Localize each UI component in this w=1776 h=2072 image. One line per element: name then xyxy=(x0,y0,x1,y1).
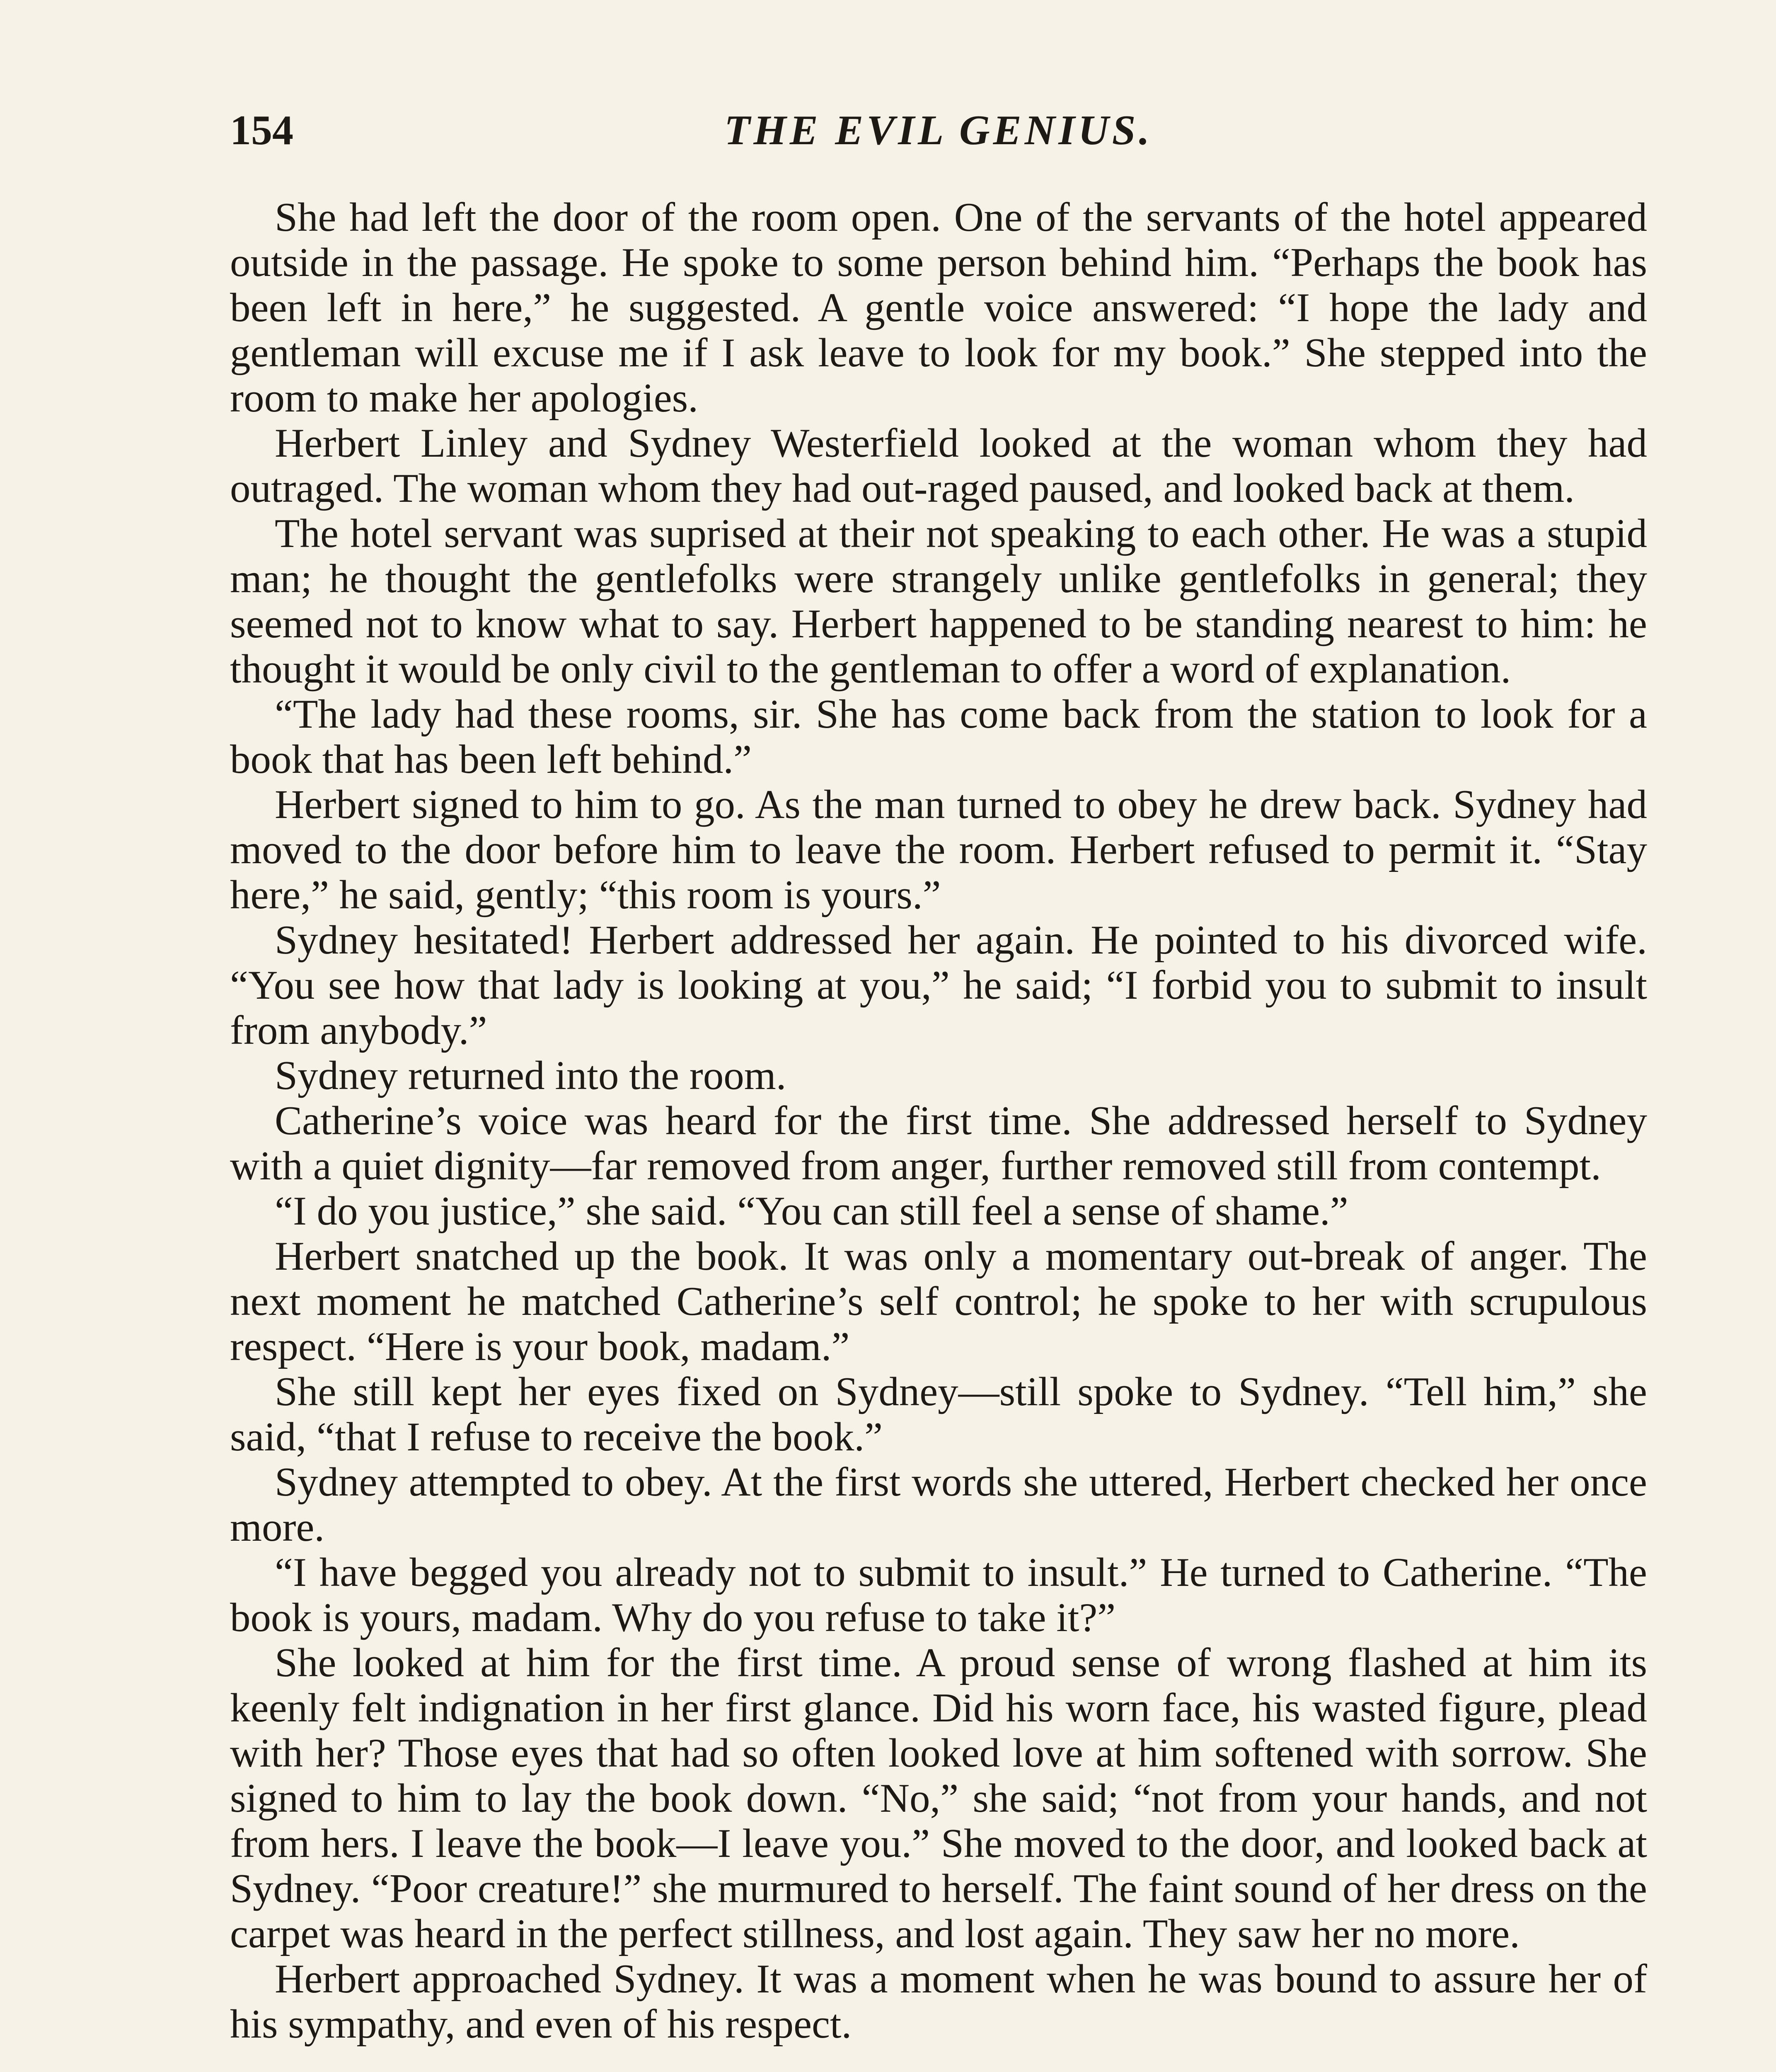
page-header xyxy=(230,102,1647,160)
paragraph: Sydney attempted to obey. At the first words she uttered, Herbert checked her once more. xyxy=(230,1460,1647,1550)
paragraph: “The lady had these rooms, sir. She has come back from the station to look for a book that has been left behind.” xyxy=(230,692,1647,782)
paragraph: Herbert snatched up the book. It was only a momentary out-break of anger. The next moment he matched Catherine’s self control; he spoke to her with scrupulous respect. “Here is your book, madam.” xyxy=(230,1234,1647,1369)
paragraph: Herbert Linley and Sydney Westerfield looked at the woman whom they had outraged. The woman whom they had out-raged paused, and looked back at them. xyxy=(230,421,1647,511)
paragraph: Herbert signed to him to go. As the man turned to obey he drew back. Sydney had moved to the door before him to leave the room. Herbert refused to permit it. “Stay here,” he said, gently; “this room is yours.” xyxy=(230,782,1647,917)
running-title: THE EVIL GENIUS. xyxy=(724,107,1153,154)
paragraph: Sydney returned into the room. xyxy=(275,1053,786,1098)
paragraph: Sydney hesitated! Herbert addressed her again. He pointed to his divorced wife. “You see how that lady is looking at you,” he said; “I forbid you to submit to insult from anybody.” xyxy=(230,917,1647,1053)
paragraph: She still kept her eyes fixed on Sydney—still spoke to Sydney. “Tell him,” she said, “that I refuse to receive the book.” xyxy=(230,1369,1647,1460)
paragraph: “I have begged you already not to submit to insult.” He turned to Catherine. “The book is yours, madam. Why do you refuse to take it?” xyxy=(230,1550,1647,1640)
paragraph: Herbert approached Sydney. It was a moment when he was bound to assure her of his sympathy, and even of his respect. xyxy=(230,1956,1647,2047)
paragraph: She had left the door of the room open. One of the servants of the hotel appeared outside in the passage. He spoke to some person behind him. “Perhaps the book has been left in here,” he suggested. A gentle voice answered: “I hope the lady and gentleman will excuse me if I ask leave to look for my book.” She stepped into the room to make her apologies. xyxy=(230,195,1647,421)
page-number: 154 xyxy=(230,107,293,154)
paragraph: “I do you justice,” she said. “You can still feel a sense of shame.” xyxy=(275,1188,1348,1234)
page-body xyxy=(230,195,1647,2047)
paragraph: She looked at him for the first time. A proud sense of wrong flashed at him its keenly felt indignation in her first glance. Did his worn face, his wasted figure, plead with her? Those eyes that had so often looked love at him softened with sorrow. She signed to him to lay the book down. “No,” she said; “not from your hands, and not from hers. I leave the book—I leave you.” She moved to the door, and looked back at Sydney. “Poor creature!” she murmured to herself. The faint sound of her dress on the carpet was heard in the perfect stillness, and lost again. They saw her no more. xyxy=(230,1640,1647,1956)
paragraph: Catherine’s voice was heard for the first time. She addressed herself to Sydney with a quiet dignity—far removed from anger, further removed still from contempt. xyxy=(230,1098,1647,1188)
paragraph: The hotel servant was suprised at their not speaking to each other. He was a stupid man; he thought the gentlefolks were strangely unlike gentlefolks in general; they seemed not to know what to say. Herbert happened to be standing nearest to him: he thought it would be only civil to the gentleman to offer a word of explanation. xyxy=(230,511,1647,692)
